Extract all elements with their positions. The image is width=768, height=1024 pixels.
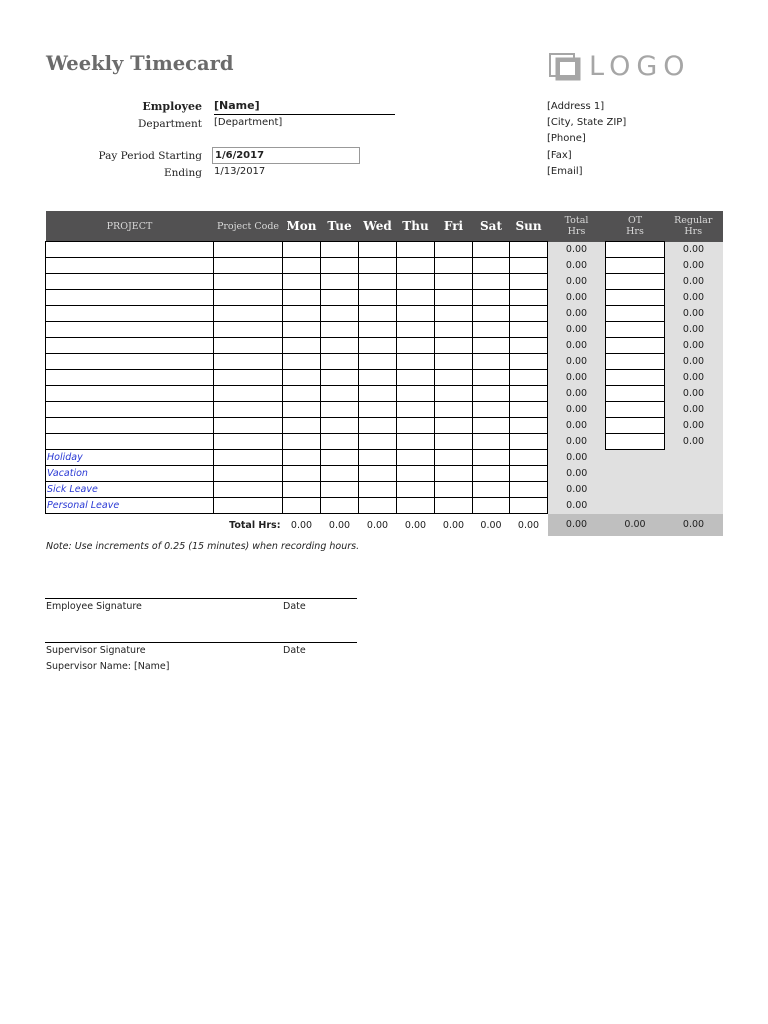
total-hrs-cell: 0.00 xyxy=(548,258,606,274)
tue-hours-cell[interactable] xyxy=(321,482,359,498)
sun-hours-cell[interactable] xyxy=(510,450,548,466)
regular-hrs-cell: 0.00 xyxy=(665,322,723,338)
sat-hours-cell[interactable] xyxy=(473,418,510,434)
total-hrs-cell: 0.00 xyxy=(548,322,606,338)
project-code-cell[interactable] xyxy=(214,354,283,370)
table-row xyxy=(46,354,723,370)
thu-hours-cell[interactable] xyxy=(397,258,435,274)
mon-hours-cell[interactable] xyxy=(283,274,321,290)
leave-type-label: Sick Leave xyxy=(46,482,214,498)
supervisor-signature-line[interactable] xyxy=(45,642,357,643)
sun-hours-cell[interactable] xyxy=(510,402,548,418)
sun-hours-cell[interactable] xyxy=(510,482,548,498)
mon-hours-cell[interactable] xyxy=(283,450,321,466)
thu-hours-cell[interactable] xyxy=(397,386,435,402)
leave-type-label: Vacation xyxy=(46,466,214,482)
ot-hrs-blank xyxy=(606,482,665,498)
fri-total: 0.00 xyxy=(442,519,465,531)
project-code-cell[interactable] xyxy=(214,482,283,498)
pay-period-end-field[interactable]: 1/13/2017 xyxy=(214,166,266,177)
fri-hours-cell[interactable] xyxy=(435,274,473,290)
employee-signature-label: Employee Signature xyxy=(46,601,142,612)
logo-icon xyxy=(549,53,581,81)
header-ot-hrs-line2: Hrs xyxy=(626,226,644,237)
table-row xyxy=(46,290,723,306)
tue-hours-cell[interactable] xyxy=(321,466,359,482)
thu-total: 0.00 xyxy=(404,519,427,531)
leave-type-label: Holiday xyxy=(46,450,214,466)
regular-hrs-cell: 0.00 xyxy=(665,242,723,258)
sat-hours-cell[interactable] xyxy=(473,338,510,354)
note-text: Note: Use increments of 0.25 (15 minutes) when recording hours. xyxy=(46,541,360,552)
sat-hours-cell[interactable] xyxy=(473,402,510,418)
fri-hours-cell[interactable] xyxy=(435,450,473,466)
pay-period-label: Pay Period Starting xyxy=(98,150,202,162)
employee-date-label: Date xyxy=(283,601,306,612)
project-code-cell[interactable] xyxy=(214,258,283,274)
wed-hours-cell[interactable] xyxy=(359,466,397,482)
thu-hours-cell[interactable] xyxy=(397,242,435,258)
ot-hrs-cell[interactable] xyxy=(606,258,665,274)
ot-hrs-blank xyxy=(606,466,665,482)
table-row xyxy=(46,338,723,354)
mon-total: 0.00 xyxy=(290,519,313,531)
header-fri: Fri xyxy=(435,211,473,242)
regular-hrs-blank xyxy=(665,466,723,482)
company-phone[interactable]: [Phone] xyxy=(547,133,586,144)
tue-hours-cell[interactable] xyxy=(321,338,359,354)
tue-hours-cell[interactable] xyxy=(321,354,359,370)
sat-hours-cell[interactable] xyxy=(473,306,510,322)
tue-hours-cell[interactable] xyxy=(321,322,359,338)
project-cell[interactable] xyxy=(46,242,214,258)
fri-hours-cell[interactable] xyxy=(435,402,473,418)
timecard-body xyxy=(46,242,723,537)
total-hrs-cell: 0.00 xyxy=(548,242,606,258)
table-row xyxy=(46,386,723,402)
employee-label: Employee xyxy=(142,100,202,113)
tue-hours-cell[interactable] xyxy=(321,434,359,450)
fri-hours-cell[interactable] xyxy=(435,290,473,306)
sat-hours-cell[interactable] xyxy=(473,386,510,402)
project-code-cell[interactable] xyxy=(214,242,283,258)
project-cell[interactable] xyxy=(46,290,214,306)
wed-hours-cell[interactable] xyxy=(359,258,397,274)
header-wed: Wed xyxy=(359,211,397,242)
header-tue: Tue xyxy=(321,211,359,242)
mon-hours-cell[interactable] xyxy=(283,498,321,514)
company-address[interactable]: [Address 1] xyxy=(547,101,605,112)
table-row xyxy=(46,370,723,386)
total-hrs-cell: 0.00 xyxy=(548,338,606,354)
mon-hours-cell[interactable] xyxy=(283,306,321,322)
mon-hours-cell[interactable] xyxy=(283,338,321,354)
wed-hours-cell[interactable] xyxy=(359,322,397,338)
page-title: Weekly Timecard xyxy=(46,52,234,75)
fri-hours-cell[interactable] xyxy=(435,498,473,514)
total-hrs-label: Total Hrs: xyxy=(229,519,281,531)
project-code-cell[interactable] xyxy=(214,338,283,354)
sat-hours-cell[interactable] xyxy=(473,258,510,274)
sun-hours-cell[interactable] xyxy=(510,258,548,274)
fri-hours-cell[interactable] xyxy=(435,434,473,450)
regular-hrs-cell: 0.00 xyxy=(665,354,723,370)
header-ot-hrs xyxy=(606,211,665,242)
mon-hours-cell[interactable] xyxy=(283,322,321,338)
wed-hours-cell[interactable] xyxy=(359,370,397,386)
mon-hours-cell[interactable] xyxy=(283,386,321,402)
header-sun: Sun xyxy=(510,211,548,242)
thu-hours-cell[interactable] xyxy=(397,306,435,322)
project-code-cell[interactable] xyxy=(214,322,283,338)
project-code-cell[interactable] xyxy=(214,434,283,450)
wed-hours-cell[interactable] xyxy=(359,450,397,466)
department-field[interactable]: [Department] xyxy=(214,117,283,128)
wed-hours-cell[interactable] xyxy=(359,354,397,370)
wed-hours-cell[interactable] xyxy=(359,402,397,418)
total-hrs-cell: 0.00 xyxy=(548,354,606,370)
totals-row xyxy=(46,514,723,537)
total-hrs-cell: 0.00 xyxy=(548,306,606,322)
table-row xyxy=(46,242,723,258)
table-row xyxy=(46,402,723,418)
grand-total-ot: 0.00 xyxy=(606,514,665,537)
regular-hrs-cell: 0.00 xyxy=(665,258,723,274)
total-hrs-cell: 0.00 xyxy=(548,386,606,402)
project-code-cell[interactable] xyxy=(214,290,283,306)
header-regular-hrs-line2: Hrs xyxy=(684,226,703,238)
ot-hrs-cell[interactable] xyxy=(606,290,665,306)
wed-hours-cell[interactable] xyxy=(359,338,397,354)
thu-hours-cell[interactable] xyxy=(397,322,435,338)
project-cell[interactable] xyxy=(46,258,214,274)
thu-hours-cell[interactable] xyxy=(397,354,435,370)
header-total-hrs-line2: Hrs xyxy=(567,226,586,238)
fri-hours-cell[interactable] xyxy=(435,306,473,322)
project-code-cell[interactable] xyxy=(214,466,283,482)
thu-hours-cell[interactable] xyxy=(397,274,435,290)
sun-hours-cell[interactable] xyxy=(510,386,548,402)
sun-hours-cell[interactable] xyxy=(510,466,548,482)
sat-hours-cell[interactable] xyxy=(473,322,510,338)
project-cell[interactable] xyxy=(46,370,214,386)
sun-hours-cell[interactable] xyxy=(510,370,548,386)
project-code-cell[interactable] xyxy=(214,450,283,466)
mon-hours-cell[interactable] xyxy=(283,418,321,434)
total-hrs-cell: 0.00 xyxy=(548,466,606,482)
sat-hours-cell[interactable] xyxy=(473,482,510,498)
project-cell[interactable] xyxy=(46,386,214,402)
company-city-state-zip[interactable]: [City, State ZIP] xyxy=(547,117,627,128)
total-hrs-cell: 0.00 xyxy=(548,434,606,450)
pay-period-start-field[interactable]: 1/6/2017 xyxy=(212,147,360,164)
project-cell[interactable] xyxy=(46,306,214,322)
total-hrs-cell: 0.00 xyxy=(548,498,606,514)
tue-hours-cell[interactable] xyxy=(321,290,359,306)
total-hrs-cell: 0.00 xyxy=(548,274,606,290)
sat-hours-cell[interactable] xyxy=(473,354,510,370)
wed-hours-cell[interactable] xyxy=(359,274,397,290)
regular-hrs-cell: 0.00 xyxy=(665,418,723,434)
leave-type-label: Personal Leave xyxy=(46,498,214,514)
fri-hours-cell[interactable] xyxy=(435,482,473,498)
project-code-cell[interactable] xyxy=(214,402,283,418)
table-row xyxy=(46,418,723,434)
project-cell[interactable] xyxy=(46,274,214,290)
company-logo xyxy=(549,51,709,83)
mon-hours-cell[interactable] xyxy=(283,242,321,258)
thu-hours-cell[interactable] xyxy=(397,338,435,354)
table-row xyxy=(46,274,723,290)
thu-hours-cell[interactable] xyxy=(397,434,435,450)
table-row xyxy=(46,322,723,338)
supervisor-name[interactable]: Supervisor Name: [Name] xyxy=(46,661,170,672)
fri-hours-cell[interactable] xyxy=(435,338,473,354)
project-cell[interactable] xyxy=(46,402,214,418)
fri-hours-cell[interactable] xyxy=(435,370,473,386)
tue-total: 0.00 xyxy=(328,519,351,531)
project-code-cell[interactable] xyxy=(214,498,283,514)
regular-hrs-cell: 0.00 xyxy=(665,370,723,386)
tue-hours-cell[interactable] xyxy=(321,386,359,402)
wed-hours-cell[interactable] xyxy=(359,306,397,322)
sun-hours-cell[interactable] xyxy=(510,242,548,258)
thu-hours-cell[interactable] xyxy=(397,482,435,498)
regular-hrs-blank xyxy=(665,450,723,466)
fri-hours-cell[interactable] xyxy=(435,258,473,274)
table-row xyxy=(46,306,723,322)
grand-total-hrs: 0.00 xyxy=(548,514,606,537)
ot-hrs-cell[interactable] xyxy=(606,354,665,370)
header-mon: Mon xyxy=(283,211,321,242)
sun-hours-cell[interactable] xyxy=(510,338,548,354)
regular-hrs-cell: 0.00 xyxy=(665,338,723,354)
sun-hours-cell[interactable] xyxy=(510,418,548,434)
thu-hours-cell[interactable] xyxy=(397,450,435,466)
totals-spacer xyxy=(46,514,214,537)
sat-hours-cell[interactable] xyxy=(473,434,510,450)
sat-hours-cell[interactable] xyxy=(473,242,510,258)
leave-row xyxy=(46,498,723,514)
header-regular-hrs xyxy=(665,211,723,242)
project-cell[interactable] xyxy=(46,338,214,354)
project-cell[interactable] xyxy=(46,418,214,434)
tue-hours-cell[interactable] xyxy=(321,274,359,290)
fri-hours-cell[interactable] xyxy=(435,386,473,402)
supervisor-date-label: Date xyxy=(283,645,306,656)
project-cell[interactable] xyxy=(46,434,214,450)
fri-hours-cell[interactable] xyxy=(435,242,473,258)
ot-hrs-cell[interactable] xyxy=(606,386,665,402)
regular-hrs-cell: 0.00 xyxy=(665,274,723,290)
sun-hours-cell[interactable] xyxy=(510,498,548,514)
sun-hours-cell[interactable] xyxy=(510,322,548,338)
sat-hours-cell[interactable] xyxy=(473,466,510,482)
ot-hrs-cell[interactable] xyxy=(606,434,665,450)
thu-hours-cell[interactable] xyxy=(397,466,435,482)
total-hrs-cell: 0.00 xyxy=(548,482,606,498)
leave-row xyxy=(46,482,723,498)
regular-hrs-blank xyxy=(665,482,723,498)
department-label: Department xyxy=(137,118,202,130)
header-project-code: Project Code xyxy=(214,211,283,242)
total-hrs-cell: 0.00 xyxy=(548,290,606,306)
thu-hours-cell[interactable] xyxy=(397,370,435,386)
sun-hours-cell[interactable] xyxy=(510,434,548,450)
wed-total: 0.00 xyxy=(366,519,389,531)
wed-hours-cell[interactable] xyxy=(359,498,397,514)
header-ot-hrs-line1: OT xyxy=(627,215,643,226)
ot-hrs-blank xyxy=(606,498,665,514)
sat-hours-cell[interactable] xyxy=(473,290,510,306)
mon-hours-cell[interactable] xyxy=(283,466,321,482)
total-hrs-cell: 0.00 xyxy=(548,450,606,466)
company-email[interactable]: [Email] xyxy=(547,166,583,177)
sat-total: 0.00 xyxy=(480,519,502,531)
ot-hrs-cell[interactable] xyxy=(606,322,665,338)
thu-hours-cell[interactable] xyxy=(397,418,435,434)
fri-hours-cell[interactable] xyxy=(435,322,473,338)
leave-row xyxy=(46,466,723,482)
project-code-cell[interactable] xyxy=(214,386,283,402)
project-code-cell[interactable] xyxy=(214,370,283,386)
regular-hrs-cell: 0.00 xyxy=(665,306,723,322)
employee-signature-line[interactable] xyxy=(45,598,357,599)
table-row xyxy=(46,434,723,450)
ot-hrs-cell[interactable] xyxy=(606,418,665,434)
mon-hours-cell[interactable] xyxy=(283,258,321,274)
mon-hours-cell[interactable] xyxy=(283,354,321,370)
project-code-cell[interactable] xyxy=(214,306,283,322)
supervisor-signature-label: Supervisor Signature xyxy=(46,645,146,656)
project-code-cell[interactable] xyxy=(214,418,283,434)
thu-hours-cell[interactable] xyxy=(397,290,435,306)
table-header-row xyxy=(46,211,723,242)
sun-hours-cell[interactable] xyxy=(510,306,548,322)
tue-hours-cell[interactable] xyxy=(321,450,359,466)
total-hrs-cell: 0.00 xyxy=(548,418,606,434)
ot-hrs-cell[interactable] xyxy=(606,370,665,386)
fri-hours-cell[interactable] xyxy=(435,354,473,370)
grand-total-regular: 0.00 xyxy=(665,514,723,537)
project-cell[interactable] xyxy=(46,322,214,338)
tue-hours-cell[interactable] xyxy=(321,498,359,514)
tue-hours-cell[interactable] xyxy=(321,402,359,418)
ot-hrs-cell[interactable] xyxy=(606,402,665,418)
regular-hrs-cell: 0.00 xyxy=(665,402,723,418)
regular-hrs-blank xyxy=(665,498,723,514)
header-sat: Sat xyxy=(473,211,510,242)
wed-hours-cell[interactable] xyxy=(359,242,397,258)
ot-hrs-cell[interactable] xyxy=(606,306,665,322)
thu-hours-cell[interactable] xyxy=(397,498,435,514)
ot-hrs-cell[interactable] xyxy=(606,242,665,258)
tue-hours-cell[interactable] xyxy=(321,242,359,258)
company-fax[interactable]: [Fax] xyxy=(547,150,572,161)
header-regular-hrs-line1: Regular xyxy=(674,215,713,227)
thu-hours-cell[interactable] xyxy=(397,402,435,418)
ot-hrs-cell[interactable] xyxy=(606,338,665,354)
sun-hours-cell[interactable] xyxy=(510,354,548,370)
tue-hours-cell[interactable] xyxy=(321,418,359,434)
table-row xyxy=(46,258,723,274)
logo-text: LOGO xyxy=(589,51,691,82)
sat-hours-cell[interactable] xyxy=(473,274,510,290)
mon-hours-cell[interactable] xyxy=(283,434,321,450)
mon-hours-cell[interactable] xyxy=(283,290,321,306)
ot-hrs-blank xyxy=(606,450,665,466)
header-thu: Thu xyxy=(397,211,435,242)
ot-hrs-cell[interactable] xyxy=(606,274,665,290)
employee-name-field[interactable]: [Name] xyxy=(214,99,395,115)
wed-hours-cell[interactable] xyxy=(359,482,397,498)
fri-hours-cell[interactable] xyxy=(435,418,473,434)
fri-hours-cell[interactable] xyxy=(435,466,473,482)
sun-hours-cell[interactable] xyxy=(510,274,548,290)
ending-label: Ending xyxy=(164,167,202,179)
header-total-hrs-line1: Total xyxy=(564,215,589,227)
sat-hours-cell[interactable] xyxy=(473,498,510,514)
wed-hours-cell[interactable] xyxy=(359,418,397,434)
timecard-table xyxy=(45,211,723,536)
leave-row xyxy=(46,450,723,466)
sat-hours-cell[interactable] xyxy=(473,450,510,466)
wed-hours-cell[interactable] xyxy=(359,386,397,402)
sun-hours-cell[interactable] xyxy=(510,290,548,306)
tue-hours-cell[interactable] xyxy=(321,370,359,386)
sat-hours-cell[interactable] xyxy=(473,370,510,386)
mon-hours-cell[interactable] xyxy=(283,482,321,498)
wed-hours-cell[interactable] xyxy=(359,434,397,450)
header-total-hrs xyxy=(548,211,606,242)
header-project: PROJECT xyxy=(46,211,214,242)
total-hrs-cell: 0.00 xyxy=(548,402,606,418)
tue-hours-cell[interactable] xyxy=(321,258,359,274)
total-hrs-cell: 0.00 xyxy=(548,370,606,386)
mon-hours-cell[interactable] xyxy=(283,402,321,418)
regular-hrs-cell: 0.00 xyxy=(665,434,723,450)
tue-hours-cell[interactable] xyxy=(321,306,359,322)
mon-hours-cell[interactable] xyxy=(283,370,321,386)
project-code-cell[interactable] xyxy=(214,274,283,290)
regular-hrs-cell: 0.00 xyxy=(665,290,723,306)
regular-hrs-cell: 0.00 xyxy=(665,386,723,402)
wed-hours-cell[interactable] xyxy=(359,290,397,306)
sun-total: 0.00 xyxy=(517,519,540,531)
project-cell[interactable] xyxy=(46,354,214,370)
